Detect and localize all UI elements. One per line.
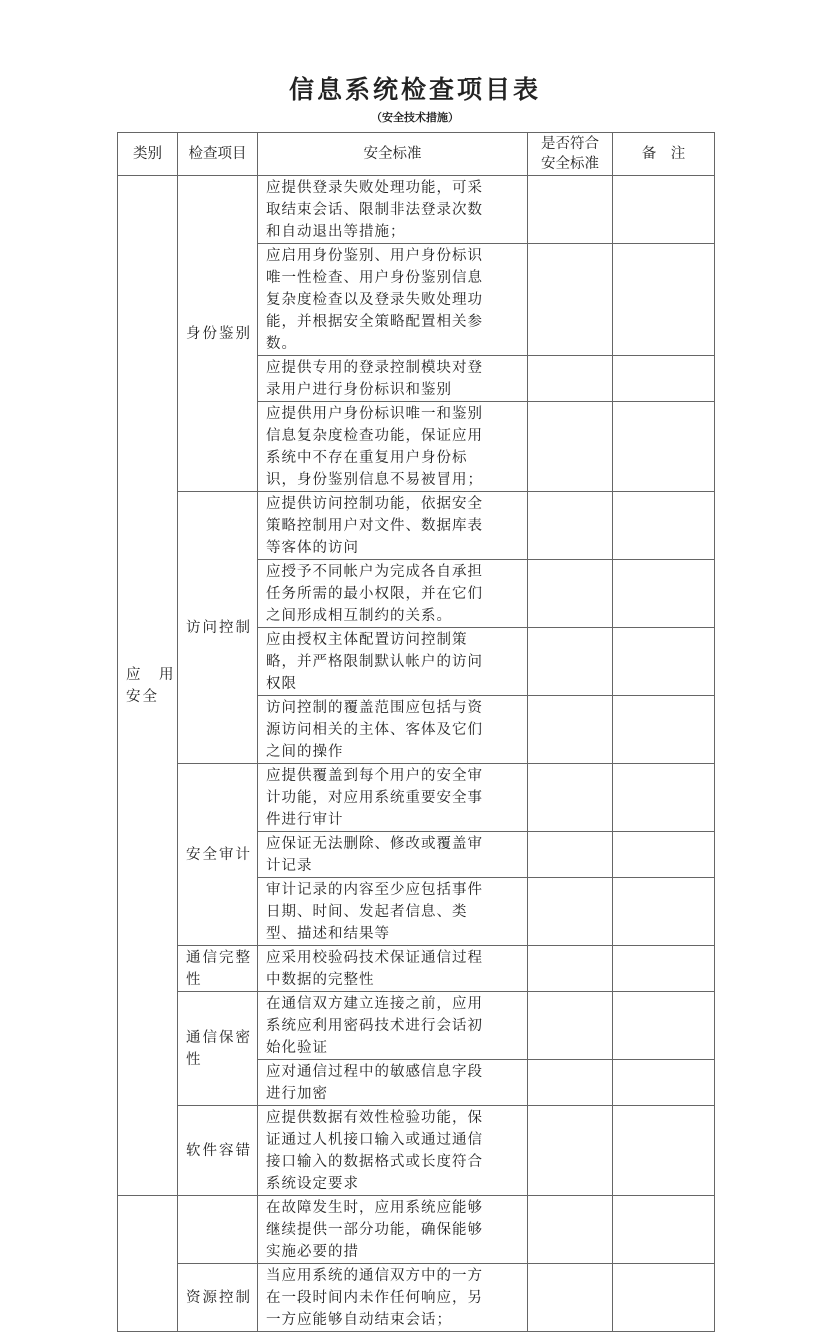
page-subtitle: （安全技术措施） — [371, 111, 459, 124]
standard-cell: 应提供专用的登录控制模块对登录用户进行身份标识和鉴别 — [258, 356, 528, 402]
standard-cell: 应提供访问控制功能，依据安全策略控制用户对文件、数据库表等客体的访问 — [258, 492, 528, 560]
check-item-cell: 身份鉴别 — [178, 176, 258, 492]
header-standard: 安全标准 — [258, 133, 528, 176]
compliant-cell[interactable] — [528, 696, 613, 764]
check-item-cell: 通信完整性 — [178, 946, 258, 992]
remark-cell[interactable] — [613, 946, 715, 992]
standard-cell: 应采用校验码技术保证通信过程中数据的完整性 — [258, 946, 528, 992]
remark-cell[interactable] — [613, 1106, 715, 1196]
remark-cell[interactable] — [613, 1060, 715, 1106]
remark-cell[interactable] — [613, 1264, 715, 1332]
remark-cell[interactable] — [613, 764, 715, 832]
remark-cell[interactable] — [613, 832, 715, 878]
compliant-cell[interactable] — [528, 946, 613, 992]
check-item-cell: 软件容错 — [178, 1106, 258, 1196]
standard-cell: 应授予不同帐户为完成各自承担任务所需的最小权限，并在它们之间形成相互制约的关系。 — [258, 560, 528, 628]
remark-cell[interactable] — [613, 356, 715, 402]
category-cell: 应 用安全 — [118, 176, 178, 1196]
standard-cell: 应启用身份鉴别、用户身份标识唯一性检查、用户身份鉴别信息复杂度检查以及登录失败处理功能，并根据安全策略配置相关参数。 — [258, 244, 528, 356]
compliant-cell[interactable] — [528, 176, 613, 244]
remark-cell[interactable] — [613, 402, 715, 492]
check-item-cell: 资源控制 — [178, 1264, 258, 1332]
remark-cell[interactable] — [613, 1196, 715, 1264]
remark-cell[interactable] — [613, 628, 715, 696]
inspection-table — [117, 132, 715, 1332]
compliant-cell[interactable] — [528, 492, 613, 560]
standard-cell: 应保证无法删除、修改或覆盖审计记录 — [258, 832, 528, 878]
page-title: 信息系统检查项目表 — [288, 75, 541, 104]
standard-cell: 审计记录的内容至少应包括事件日期、时间、发起者信息、类型、描述和结果等 — [258, 878, 528, 946]
table-row — [118, 1106, 715, 1196]
table-header-row — [118, 133, 715, 176]
table-row — [118, 992, 715, 1060]
compliant-cell[interactable] — [528, 402, 613, 492]
remark-cell[interactable] — [613, 992, 715, 1060]
compliant-cell[interactable] — [528, 628, 613, 696]
table-row — [118, 492, 715, 560]
standard-cell: 在通信双方建立连接之前，应用系统应利用密码技术进行会话初始化验证 — [258, 992, 528, 1060]
remark-cell[interactable] — [613, 492, 715, 560]
compliant-cell[interactable] — [528, 878, 613, 946]
table-row — [118, 1264, 715, 1332]
remark-cell[interactable] — [613, 176, 715, 244]
check-item-cell: 安全审计 — [178, 764, 258, 946]
remark-cell[interactable] — [613, 696, 715, 764]
remark-cell[interactable] — [613, 244, 715, 356]
standard-cell: 应提供用户身份标识唯一和鉴别信息复杂度检查功能，保证应用系统中不存在重复用户身份标识，身份鉴别信息不易被冒用； — [258, 402, 528, 492]
standard-cell: 应由授权主体配置访问控制策略，并严格限制默认帐户的访问权限 — [258, 628, 528, 696]
compliant-cell[interactable] — [528, 1060, 613, 1106]
standard-cell: 访问控制的覆盖范围应包括与资源访问相关的主体、客体及它们之间的操作 — [258, 696, 528, 764]
table-row — [118, 946, 715, 992]
compliant-cell[interactable] — [528, 356, 613, 402]
check-item-cell: 通信保密性 — [178, 992, 258, 1106]
compliant-cell[interactable] — [528, 244, 613, 356]
standard-cell: 在故障发生时，应用系统应能够继续提供一部分功能，确保能够实施必要的措 — [258, 1196, 528, 1264]
category-cell — [118, 1196, 178, 1332]
header-item: 检查项目 — [178, 133, 258, 176]
check-item-cell — [178, 1196, 258, 1264]
table-row — [118, 764, 715, 832]
table-row — [118, 1196, 715, 1264]
remark-cell[interactable] — [613, 878, 715, 946]
standard-cell: 应提供覆盖到每个用户的安全审计功能，对应用系统重要安全事件进行审计 — [258, 764, 528, 832]
standard-cell: 应提供登录失败处理功能，可采取结束会话、限制非法登录次数和自动退出等措施； — [258, 176, 528, 244]
compliant-cell[interactable] — [528, 1106, 613, 1196]
compliant-cell[interactable] — [528, 1264, 613, 1332]
table-row — [118, 176, 715, 244]
header-category: 类别 — [118, 133, 178, 176]
standard-cell: 当应用系统的通信双方中的一方在一段时间内未作任何响应，另一方应能够自动结束会话； — [258, 1264, 528, 1332]
header-remark: 备 注 — [613, 133, 715, 176]
compliant-cell[interactable] — [528, 764, 613, 832]
compliant-cell[interactable] — [528, 992, 613, 1060]
check-item-cell: 访问控制 — [178, 492, 258, 764]
compliant-cell[interactable] — [528, 1196, 613, 1264]
compliant-cell[interactable] — [528, 832, 613, 878]
standard-cell: 应对通信过程中的敏感信息字段进行加密 — [258, 1060, 528, 1106]
header-compliant: 是否符合安全标准 — [528, 133, 613, 176]
standard-cell: 应提供数据有效性检验功能，保证通过人机接口输入或通过通信接口输入的数据格式或长度符合系统设定要求 — [258, 1106, 528, 1196]
compliant-cell[interactable] — [528, 560, 613, 628]
remark-cell[interactable] — [613, 560, 715, 628]
